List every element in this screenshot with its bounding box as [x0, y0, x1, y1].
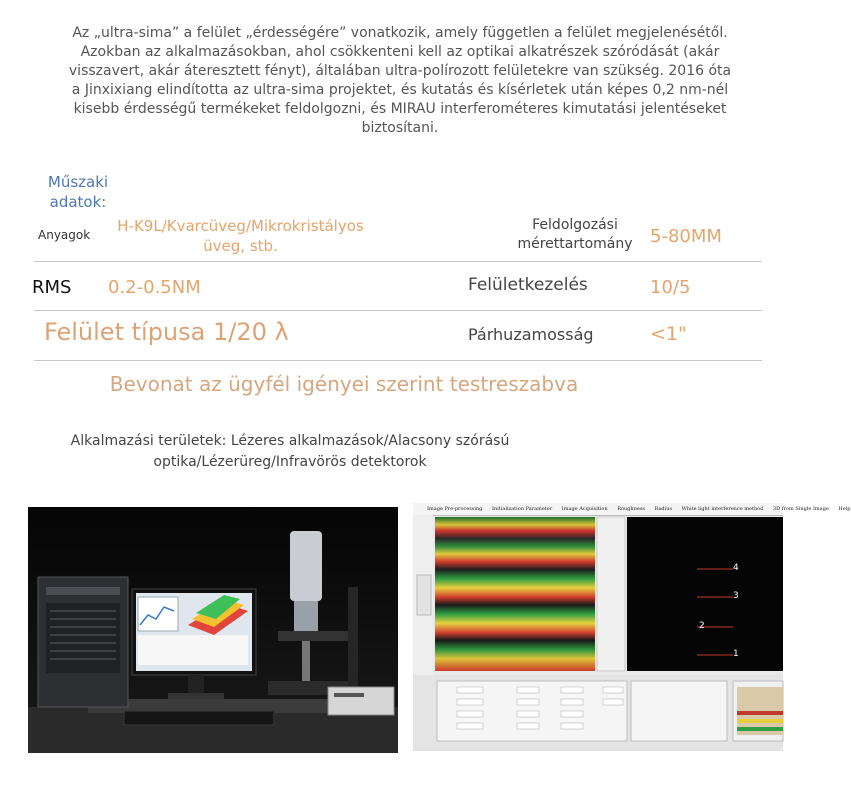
divider: [34, 360, 762, 361]
surface-value: 10/5: [650, 277, 691, 298]
lab-equipment-photo: [28, 507, 398, 753]
fringe-marker-1: 1: [733, 649, 739, 659]
intro-paragraph: [20, 24, 780, 138]
size-label-line: mérettartomány: [517, 236, 633, 252]
menu-item[interactable]: Initialization Parameter: [491, 506, 553, 512]
menu-item[interactable]: Radius: [654, 506, 673, 512]
specs-title-line: Műszaki: [47, 173, 109, 191]
applications-text: [40, 431, 540, 473]
intro-line: biztosítani.: [361, 120, 439, 136]
fringe-marker-4: 4: [733, 563, 739, 573]
software-panels: [413, 515, 783, 751]
parallel-label: Párhuzamosság: [468, 325, 594, 344]
fringe-marker-3: 3: [733, 591, 739, 601]
intro-line: Az „ultra-sima” a felület „érdességére” vonatkozik, amely független a felület megjelenésétől.: [72, 25, 728, 41]
menu-item[interactable]: 3D from Single Image: [772, 506, 829, 512]
specs-title: [38, 172, 118, 212]
intro-line: a Jinxixiang elindította az ultra-sima projektet, és kutatás és kísérletek után képes 0,2 nm-nél: [71, 82, 729, 98]
material-value-line: H-K9L/Kvarcüveg/Mikrokristályos: [117, 217, 364, 235]
divider: [34, 310, 762, 311]
material-label: Anyagok: [38, 228, 91, 242]
menu-item[interactable]: White light interference method: [681, 506, 764, 512]
rms-value: 0.2-0.5NM: [108, 277, 201, 298]
material-value-line: üveg, stb.: [203, 237, 278, 255]
surface-label: Felületkezelés: [468, 275, 588, 295]
intro-line: kisebb érdességű termékeket feldolgozni, és MIRAU interferométeres kimutatási jelentéseket: [73, 101, 727, 117]
surface-type: Felület típusa 1/20 λ: [44, 318, 289, 346]
intro-line: visszavert, akár áteresztett fényt), általában ultra-polírozott felületekre van szükség. 2016 óta: [68, 63, 732, 79]
applications-line: optika/Lézerüreg/Infravörös detektorok: [153, 454, 427, 470]
rms-label: RMS: [32, 277, 72, 298]
size-label: [500, 216, 650, 254]
material-value: [108, 216, 373, 256]
applications-line: Alkalmazási területek: Lézeres alkalmazások/Alacsony szórású: [70, 433, 510, 449]
specs-title-line: adatok:: [49, 193, 107, 211]
parallel-value: <1": [650, 323, 687, 345]
fringe-marker-2: 2: [699, 621, 705, 631]
menu-item[interactable]: Roughness: [617, 506, 645, 512]
lab-photo-illustration: [28, 507, 398, 753]
software-screenshot: [413, 503, 851, 751]
menu-item[interactable]: Image Acquisition: [561, 506, 608, 512]
coating-text: Bevonat az ügyfél igényei szerint testreszabva: [109, 372, 579, 396]
divider: [34, 261, 762, 262]
menu-item[interactable]: Help: [838, 506, 851, 512]
menu-item[interactable]: Image Pre-processing: [427, 506, 483, 512]
intro-line: Azokban az alkalmazásokban, ahol csökkenteni kell az optikai alkatrészek szóródását (akár: [80, 44, 720, 60]
size-label-line: Feldolgozási: [532, 217, 618, 233]
size-value: 5-80MM: [650, 226, 722, 247]
